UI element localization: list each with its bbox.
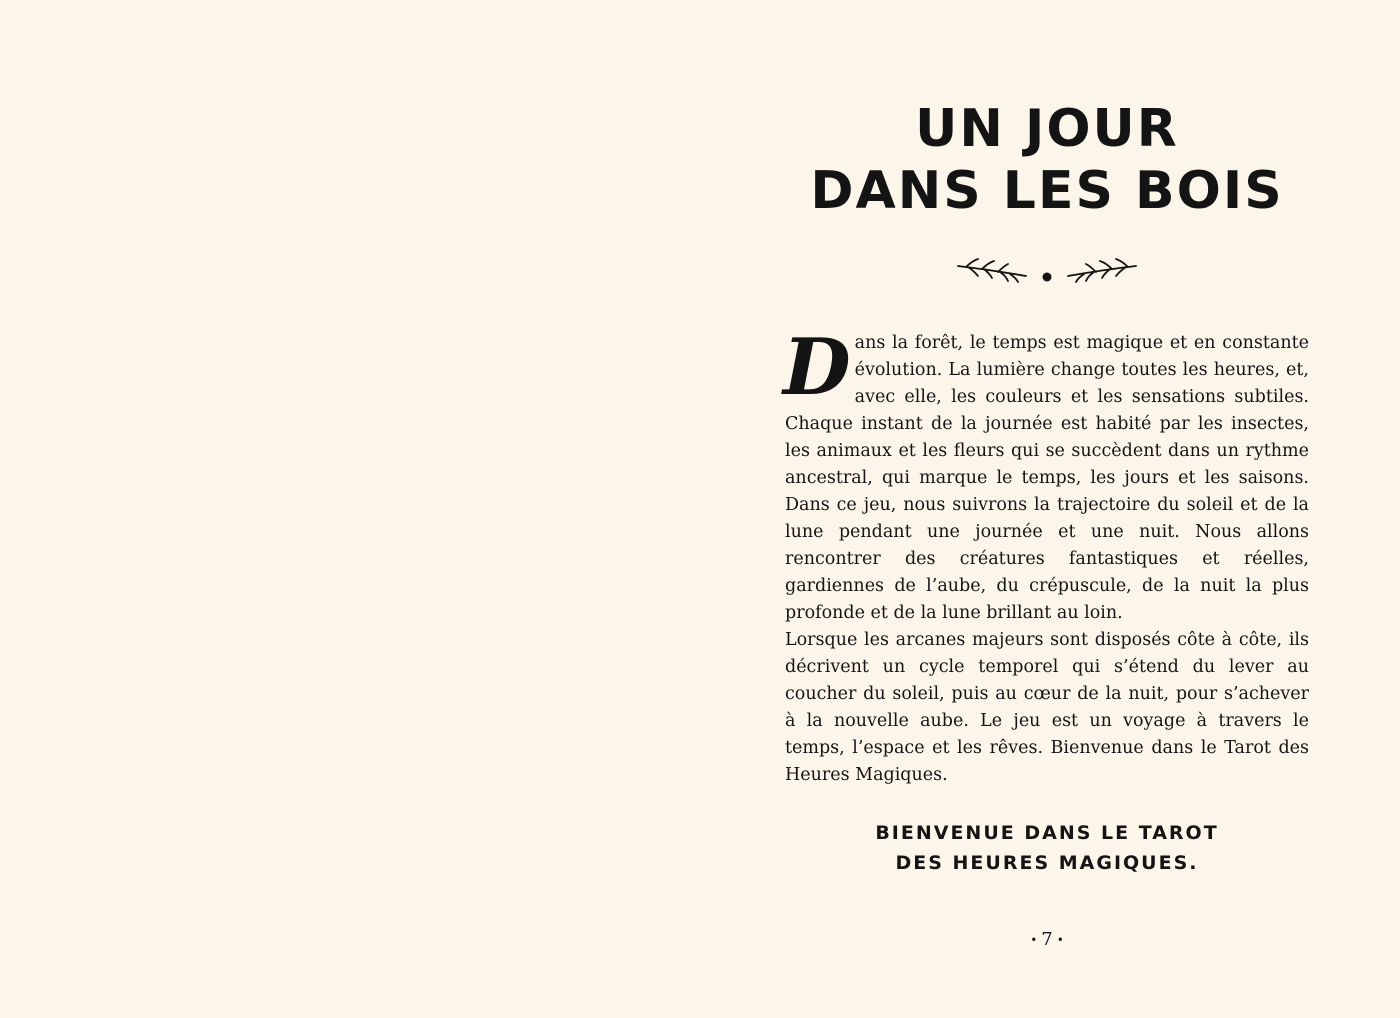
dot-icon: • xyxy=(1030,933,1038,947)
drop-cap: D xyxy=(783,322,851,413)
paragraph-1 xyxy=(783,322,1309,627)
chapter-title-line-1: UN JOUR xyxy=(915,99,1179,159)
body-text xyxy=(783,322,1309,789)
chapter-title-line-2: DANS LES BOIS xyxy=(810,161,1284,221)
closing-line-2: DES HEURES MAGIQUES. xyxy=(895,852,1199,874)
branch-ornament-icon xyxy=(952,254,1142,290)
closing-line xyxy=(785,818,1309,878)
dot-icon: • xyxy=(1056,933,1064,947)
closing-line-1: BIENVENUE DANS LE TAROT xyxy=(875,822,1219,844)
paragraph-2: Lorsque les arcanes majeurs sont disposés côte à côte, ils décrivent un cycle temporel qui s’étend du lever au coucher du soleil, puis au cœur de la nuit, pour s’achever à la nouvelle aube. Le jeu est un voyage à travers le temps, l’espace et les rêves. Bienvenue dans le Tarot des Heures Magiques. xyxy=(785,630,1309,785)
chapter-title xyxy=(785,98,1309,222)
right-page xyxy=(700,0,1400,1018)
page-number xyxy=(785,928,1309,952)
paragraph-1-text: ans la forêt, le temps est magique et en constante évolution. La lumière change toutes les heures, et, avec elle, les couleurs et les sensations subtiles. Chaque instant de la journée est habité par les insectes, les animaux et les fleurs qui se succèdent dans un rythme ancestral, qui marque le temps, les jours et les saisons. Dans ce jeu, nous suivrons la trajectoire du soleil et de la lune pendant une journée et une nuit. Nous allons rencontrer des créatures fantastiques et réelles, gardiennes de l’aube, du crépuscule, de la nuit la plus profonde et de la lune brillant au loin. xyxy=(785,333,1309,623)
page-number-value: 7 xyxy=(1041,929,1053,950)
